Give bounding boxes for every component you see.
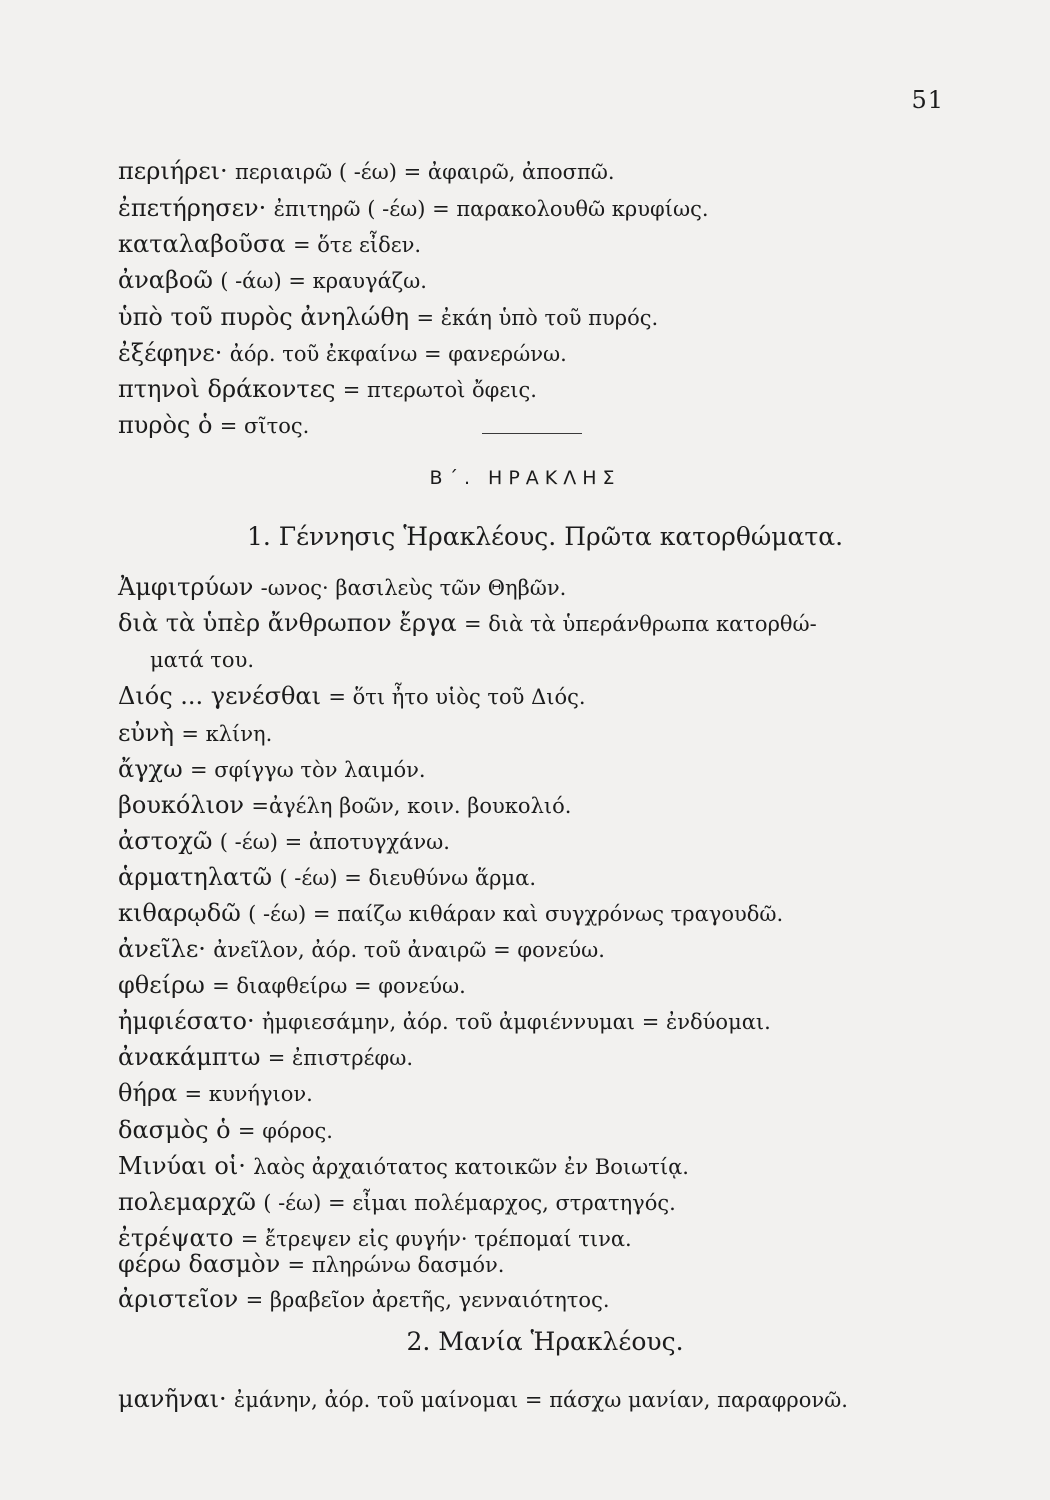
gloss-term: πυρὸς ὁ [118,411,213,439]
gloss-term: ἠμφιέσατο· [118,1007,255,1035]
gloss-definition: =ἀγέλη βοῶν, κοιν. βουκολιό. [251,794,572,818]
gloss-line [118,156,615,187]
gloss-definition: = ἔτρεψεν εἰς φυγήν· τρέπομαί τινα. [240,1227,632,1251]
gloss-definition: = σφίγγω τὸν λαιμόν. [189,758,426,782]
gloss-term: βουκόλιον [118,791,245,819]
gloss-line [118,826,450,857]
gloss-definition: ( -έω) = εἶμαι πολέμαρχος, στρατηγός. [263,1191,676,1215]
gloss-definition: = πτερωτοὶ ὄφεις. [342,378,537,402]
gloss-term: καταλαβοῦσα [118,230,286,258]
gloss-line [118,193,709,224]
gloss-term: μανῆναι· [118,1385,227,1413]
gloss-term: ἀνεῖλε· [118,935,206,963]
gloss-definition: ἀνεῖλον, ἀόρ. τοῦ ἀναιρῶ = φονεύω. [213,938,605,962]
gloss-term: κιθαρῳδῶ [118,899,241,927]
gloss-line [118,1115,333,1146]
gloss-term: ἐξέφηνε· [118,339,223,367]
gloss-term: Μινύαι οἱ· [118,1152,246,1180]
gloss-line [118,1249,504,1280]
gloss-line [118,1284,610,1315]
gloss-definition: ἐμάνην, ἀόρ. τοῦ μαίνομαι = πάσχω μανίαν, παραφρονῶ. [233,1388,848,1412]
gloss-definition: = κυνήγιον. [184,1082,313,1106]
gloss-definition: = διαφθείρω = φονεύω. [212,974,466,998]
gloss-definition: ( -άω) = κραυγάζω. [220,269,427,293]
gloss-line [118,608,817,639]
gloss-definition: = ὅτε εἶδεν. [292,233,422,257]
gloss-line [118,790,571,821]
gloss-line [118,934,605,965]
gloss-definition: ( -έω) = διευθύνω ἅρμα. [279,866,536,890]
gloss-line [118,898,783,929]
gloss-definition: ( -έω) = ἀποτυγχάνω. [219,830,450,854]
gloss-line [118,374,537,405]
gloss-line [118,302,658,333]
gloss-definition: = κλίνη. [181,722,273,746]
gloss-line [118,970,466,1001]
section-divider [482,433,582,434]
gloss-definition: λαὸς ἀρχαιότατος κατοικῶν ἐν Βοιωτίᾳ. [253,1155,689,1179]
gloss-term: πολεμαρχῶ [118,1188,256,1216]
gloss-term: διὰ τὰ ὑπὲρ ἄνθρωπον ἔργα [118,609,457,637]
gloss-definition: = βραβεῖον ἀρετῆς, γενναιότητος. [245,1288,610,1312]
gloss-definition: = πληρώνω δασμόν. [287,1253,505,1277]
gloss-definition: ἠμφιεσάμην, ἀόρ. τοῦ ἀμφιέννυμαι = ἐνδύομαι. [261,1010,771,1034]
gloss-line [118,1078,313,1109]
gloss-line [118,1006,771,1037]
gloss-line [118,572,566,603]
gloss-term: περιήρει· [118,157,228,185]
gloss-definition: ( -έω) = παίζω κιθάραν καὶ συγχρόνως τραγουδῶ. [248,902,784,926]
gloss-line-continuation [150,645,254,675]
gloss-term: ἀριστεῖον [118,1285,239,1313]
gloss-line [118,265,427,296]
gloss-term: ἀνακάμπτω [118,1043,261,1071]
gloss-definition: = ὅτι ἦτο υἱὸς τοῦ Διός. [328,685,586,709]
gloss-definition: = ἐκάη ὑπὸ τοῦ πυρός. [416,306,659,330]
part-heading: Β΄. ΗΡΑΚΛΗΣ [429,467,621,489]
gloss-line [118,1042,413,1073]
gloss-definition: ματά του. [150,648,255,672]
gloss-term: δασμὸς ὁ [118,1116,231,1144]
gloss-definition: -ωνος· βασιλεὺς τῶν Θηβῶν. [260,576,567,600]
gloss-definition: = φόρος. [237,1119,333,1143]
gloss-term: ἀστοχῶ [118,827,213,855]
gloss-line [118,338,567,369]
gloss-term: ἄγχω [118,755,183,783]
gloss-line [118,718,272,749]
gloss-term: ἐτρέψατο [118,1224,234,1252]
gloss-line [118,1187,676,1218]
gloss-definition: = διὰ τὰ ὑπεράνθρωπα κατορθώ- [464,612,817,636]
gloss-line [118,1384,848,1415]
gloss-definition: = ἐπιστρέφω. [267,1046,414,1070]
page-number: 51 [911,86,944,114]
gloss-line [118,1151,689,1182]
section-title-1: 1. Γέννησις Ἡρακλέους. Πρῶτα κατορθώματα. [246,522,844,551]
gloss-definition: = σῖτος. [219,414,310,438]
section-title-2: 2. Μανία Ἡρακλέους. [406,1327,684,1356]
gloss-term: ἁρματηλατῶ [118,863,273,891]
gloss-definition: ἐπιτηρῶ ( -έω) = παρακολουθῶ κρυφίως. [273,197,709,221]
gloss-line [118,410,309,441]
gloss-line [118,862,536,893]
gloss-term: φέρω δασμὸν [118,1250,281,1278]
gloss-line [118,681,586,712]
gloss-term: ἀναβοῶ [118,266,213,294]
gloss-line [118,754,426,785]
gloss-term: θήρα [118,1079,178,1107]
gloss-term: Διός ... γενέσθαι [118,682,322,710]
gloss-definition: ἀόρ. τοῦ ἐκφαίνω = φανερώνω. [229,342,567,366]
gloss-term: πτηνοὶ δράκοντες [118,375,336,403]
gloss-definition: περιαιρῶ ( -έω) = ἀφαιρῶ, ἀποσπῶ. [235,160,615,184]
gloss-term: φθείρω [118,971,205,999]
gloss-term: εὐνὴ [118,719,174,747]
gloss-term: ἐπετήρησεν· [118,194,267,222]
gloss-term: Ἀμφιτρύων [118,573,254,601]
gloss-term: ὑπὸ τοῦ πυρὸς ἀνηλώθη [118,303,410,331]
gloss-line [118,229,421,260]
